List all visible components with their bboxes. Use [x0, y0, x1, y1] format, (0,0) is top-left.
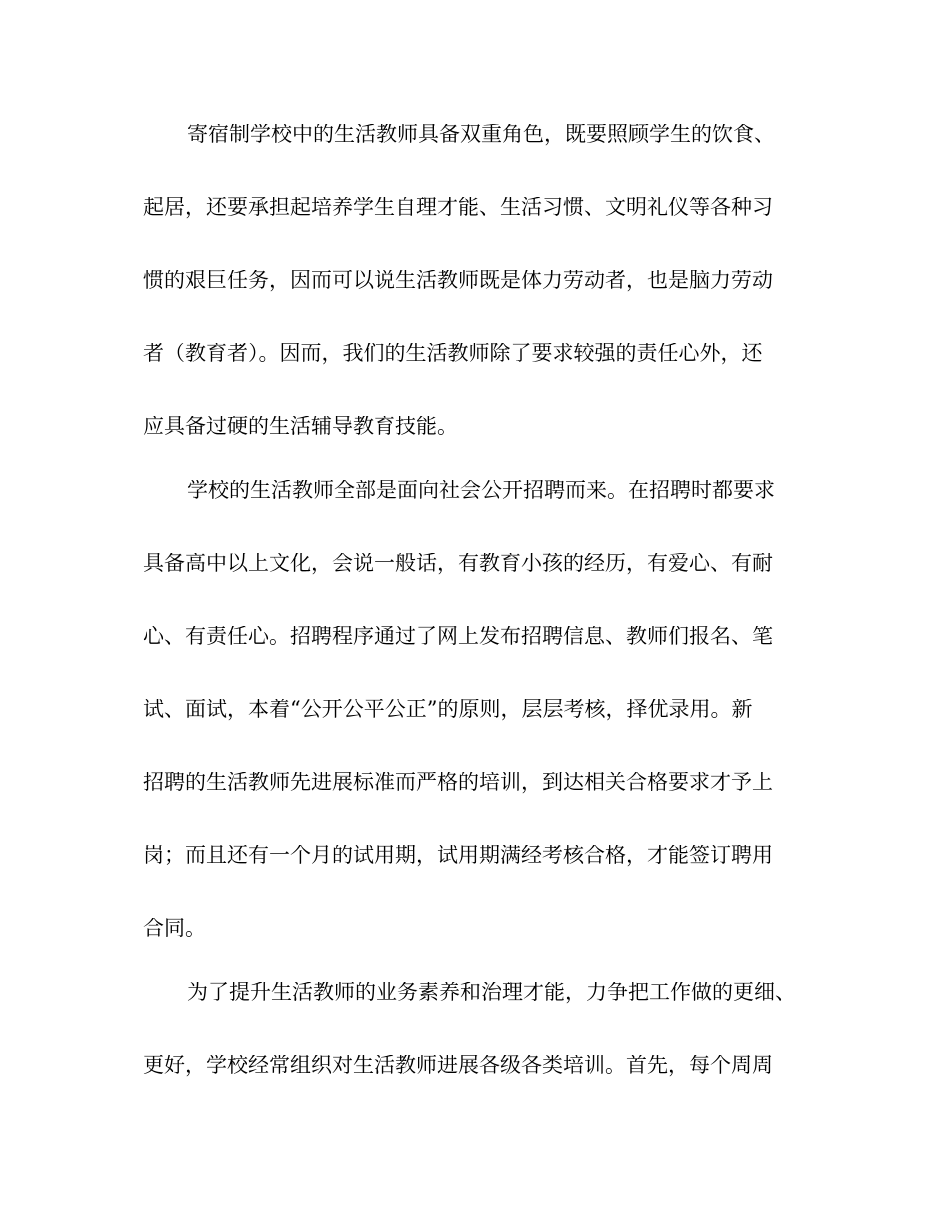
paragraph-1: [143, 124, 803, 480]
text-line: 岗；而且还有一个月的试用期，试用期满经考核合格，才能签订聘用: [143, 845, 773, 867]
text-line: 招聘的生活教师先进展标准而严格的培训，到达相关合格要求才予上: [143, 772, 773, 794]
text-line: 心、有责任心。招聘程序通过了网上发布招聘信息、教师们报名、笔: [143, 626, 773, 648]
text-line: 为了提升生活教师的业务素养和治理才能，力争把工作做的更细、: [187, 982, 796, 1004]
text-line: 更好，学校经常组织对生活教师进展各级各类培训。首先，每个周周: [143, 1055, 773, 1077]
text-line: 试、面试，本着“公开公平公正”的原则，层层考核，择优录用。新: [143, 699, 753, 721]
paragraph-2: [143, 480, 803, 982]
document-body: [143, 124, 803, 1128]
text-line: 惯的艰巨任务，因而可以说生活教师既是体力劳动者，也是脑力劳动: [143, 270, 773, 292]
text-line: 寄宿制学校中的生活教师具备双重角色，既要照顾学生的饮食、: [187, 124, 775, 146]
text-line: 应具备过硬的生活辅导教育技能。: [143, 416, 458, 438]
text-line: 学校的生活教师全部是面向社会公开招聘而来。在招聘时都要求: [187, 480, 775, 502]
text-line: 起居，还要承担起培养学生自理才能、生活习惯、文明礼仪等各种习: [143, 197, 773, 219]
paragraph-3: [143, 982, 803, 1128]
text-line: 者（教育者）。因而，我们的生活教师除了要求较强的责任心外，还: [143, 343, 763, 365]
text-line: 具备高中以上文化，会说一般话，有教育小孩的经历，有爱心、有耐: [143, 553, 773, 575]
text-line: 合同。: [143, 918, 206, 940]
